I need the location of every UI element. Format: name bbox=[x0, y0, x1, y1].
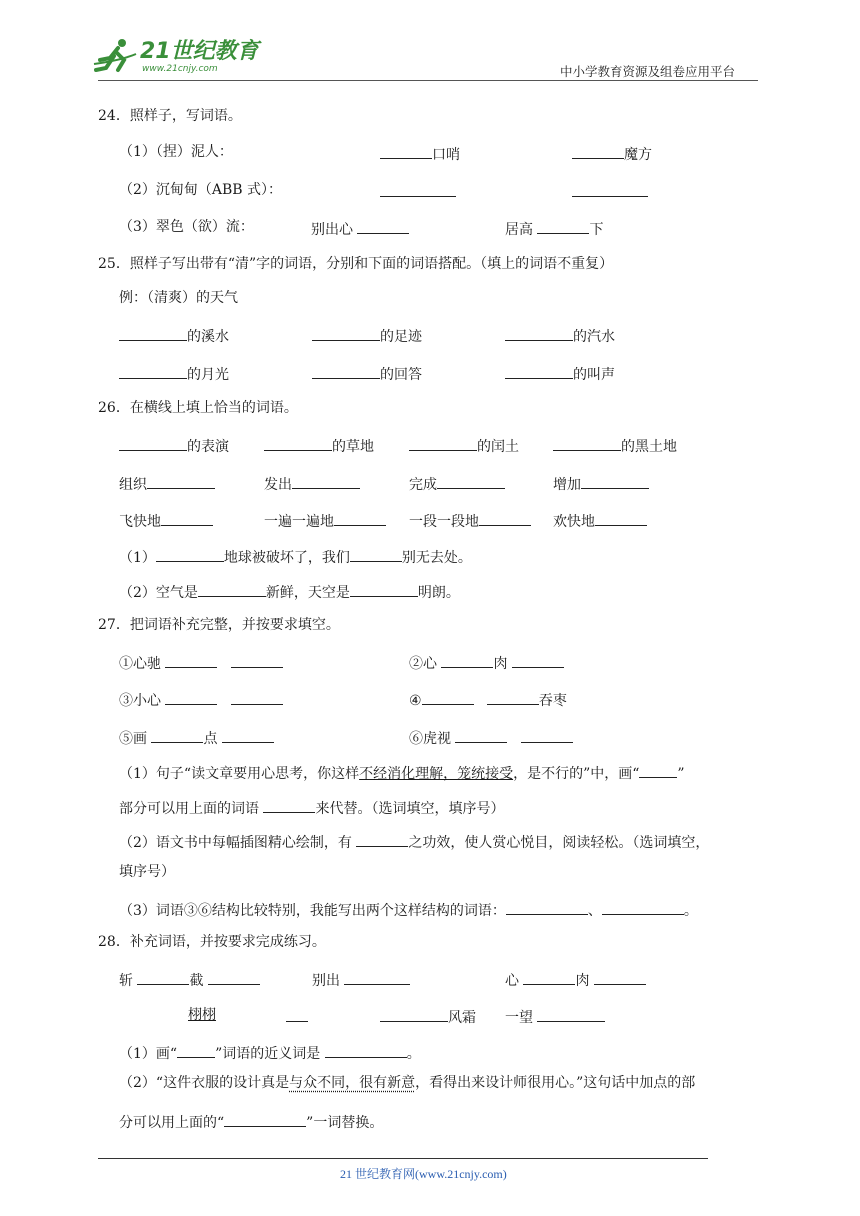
q27-item3: ③小心 bbox=[119, 689, 283, 710]
q28-word2: 别出 bbox=[312, 969, 410, 990]
q28-part2-line1: （2）“这件衣服的设计真是与众不同，很有新意，看得出来设计师很用心。”这句话中加点的部 bbox=[119, 1075, 696, 1091]
q25-example: 例：（清爽）的天气 bbox=[119, 290, 238, 306]
q27-part2-line2: 填序号） bbox=[119, 864, 175, 880]
q26-item: 飞快地 bbox=[119, 510, 213, 531]
q24-row3-label: （3）翠色（欲）流： bbox=[119, 219, 254, 235]
q24-row3-item3: 居高 下 bbox=[505, 218, 603, 239]
q27-part1-line2: 部分可以用上面的词语 来代替。（选词填空，填序号） bbox=[119, 797, 504, 818]
site-logo bbox=[92, 34, 262, 78]
q25-item: 的足迹 bbox=[312, 325, 422, 346]
footer-site[interactable]: 21 世纪教育网(www.21cnjy.com) bbox=[340, 1167, 507, 1181]
q24-row1-label: （1）（捏）泥人： bbox=[119, 144, 233, 160]
q28-word3: 心 肉 bbox=[505, 969, 646, 990]
q24-row1-item3: 魔方 bbox=[572, 143, 652, 164]
q26-item: 组织 bbox=[119, 473, 215, 494]
q25-item: 的溪水 bbox=[119, 325, 229, 346]
header-divider bbox=[98, 80, 758, 81]
q25-item: 的月光 bbox=[119, 363, 229, 384]
q24-row2-label: （2）沉甸甸（ABB 式）： bbox=[119, 182, 283, 198]
q27-part1-line1: （1）句子“读文章要用心思考，你这样不经消化理解，笼统接受，是不行的”中，画“ ” bbox=[119, 762, 685, 783]
q26-item: 的表演 bbox=[119, 435, 229, 456]
q25-item: 的叫声 bbox=[505, 363, 615, 384]
footer-divider bbox=[98, 1158, 708, 1159]
q26-item: 的闰土 bbox=[409, 435, 519, 456]
q26-item: 欢快地 bbox=[553, 510, 647, 531]
q26-item: 一遍一遍地 bbox=[264, 510, 386, 531]
q25-item: 的汽水 bbox=[505, 325, 615, 346]
q28-title: 28．补充词语，并按要求完成练习。 bbox=[98, 934, 326, 950]
q27-item2: ②心 肉 bbox=[409, 652, 564, 673]
q24-title: 24．照样子，写词语。 bbox=[98, 108, 242, 124]
q26-item: 一段一段地 bbox=[409, 510, 531, 531]
q26-item: 的草地 bbox=[264, 435, 374, 456]
q28-word1: 斩 截 bbox=[119, 969, 260, 990]
q26-item: 的黑土地 bbox=[553, 435, 677, 456]
q26-sentence1: （1） 地球被破坏了，我们 别无去处。 bbox=[119, 546, 472, 567]
q24-row2-blank2[interactable] bbox=[572, 181, 648, 202]
q27-part2-line1: （2）语文书中每幅插图精心绘制，有 之功效，使人赏心悦目，阅读轻松。（选词填空， bbox=[119, 831, 709, 852]
runner-icon bbox=[94, 39, 136, 70]
q28-word5: 风霜 bbox=[380, 1006, 476, 1027]
q27-item1: ①心驰 bbox=[119, 652, 283, 673]
q26-item: 发出 bbox=[264, 473, 360, 494]
q27-part3: （3）词语③⑥结构比较特别，我能写出两个这样结构的词语： 、 。 bbox=[119, 899, 698, 920]
q28-part2-line2: 分可以用上面的“ ”一词替换。 bbox=[119, 1111, 383, 1132]
q28-word6: 一望 bbox=[505, 1006, 605, 1027]
q25-title: 25．照样子写出带有“清”字的词语，分别和下面的词语搭配。（填上的词语不重复） bbox=[98, 256, 614, 272]
q28-word4: 栩栩 bbox=[188, 1007, 216, 1023]
q26-title: 26．在横线上填上恰当的词语。 bbox=[98, 400, 298, 416]
q27-title: 27．把词语补充完整，并按要求填空。 bbox=[98, 617, 340, 633]
q28-word4-blank[interactable] bbox=[286, 1006, 308, 1027]
q26-sentence2: （2）空气是 新鲜，天空是 明朗。 bbox=[119, 581, 460, 602]
logo-text: 21世纪教育 bbox=[140, 39, 259, 64]
q26-item: 完成 bbox=[409, 473, 505, 494]
q26-item: 增加 bbox=[553, 473, 649, 494]
q27-item6: ⑥虎视 bbox=[409, 727, 573, 748]
q27-item5: ⑤画 点 bbox=[119, 727, 274, 748]
q24-row3-item2: 别出心 bbox=[311, 218, 409, 239]
platform-name: 中小学教育资源及组卷应用平台 bbox=[560, 64, 736, 79]
q28-part1: （1）画“ ”词语的近义词是 。 bbox=[119, 1042, 421, 1063]
logo-url: www.21cnjy.com bbox=[142, 64, 218, 74]
q24-row2-blank1[interactable] bbox=[380, 181, 456, 202]
q24-row1-item2: 口哨 bbox=[380, 143, 460, 164]
q27-item4: ④ 吞枣 bbox=[409, 689, 567, 710]
q25-item: 的回答 bbox=[312, 363, 422, 384]
